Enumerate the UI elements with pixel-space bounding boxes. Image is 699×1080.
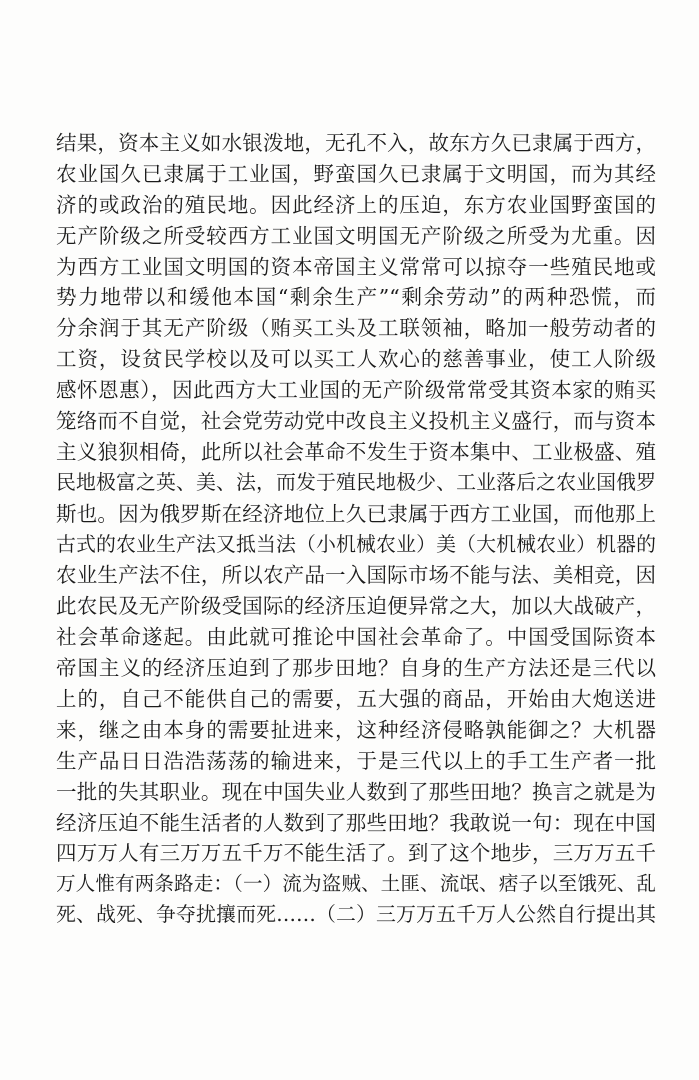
- text-line: 社会革命遂起。由此就可推论中国社会革命了。中国受国际资本: [56, 625, 656, 650]
- text-line: 一批的失其职业。现在中国失业人数到了那些田地？换言之就是为: [56, 779, 656, 804]
- text-line: 结果，资本主义如水银泼地，无孔不入，故东方久已隶属于西方，: [56, 131, 656, 155]
- text-line: 经济压迫不能生活者的人数到了那些田地？我敢说一句：现在中国: [56, 810, 656, 835]
- text-line: 此农民及无产阶级受国际的经济压迫便异常之大，加以大战破产，: [56, 594, 656, 619]
- text-line: 来，继之由本身的需要扯进来，这种经济侵略孰能御之？大机器: [56, 717, 656, 742]
- text-line: 济的或政治的殖民地。因此经济上的压迫，东方农业国野蛮国的: [56, 192, 656, 217]
- text-line: 斯也。因为俄罗斯在经济地位上久已隶属于西方工业国，而他那上: [56, 501, 656, 526]
- body-text: [56, 128, 656, 931]
- text-line: 工资，设贫民学校以及可以买工人欢心的慈善事业，使工人阶级: [56, 347, 656, 372]
- text-line: 生产品日日浩浩荡荡的输进来，于是三代以上的手工生产者一批: [56, 748, 656, 773]
- text-line: 帝国主义的经济压迫到了那步田地？自身的生产方法还是三代以: [56, 656, 656, 681]
- text-line: 死、战死、争夺扰攘而死……（二）三万万五千万人公然自行提出其: [56, 903, 656, 927]
- text-line: 上的，自己不能供自己的需要，五大强的商品，开始由大炮送进: [56, 687, 656, 712]
- text-line: 势力地带以和缓他本国“剩余生产”“剩余劳动”的两种恐慌，而: [56, 285, 656, 310]
- text-line: 笼络而不自觉，社会党劳动党中改良主义投机主义盛行，而与资本: [56, 409, 656, 434]
- text-line: 感怀恩惠），因此西方大工业国的无产阶级常常受其资本家的贿买: [56, 378, 656, 403]
- text-line: 分余润于其无产阶级（贿买工头及工联领袖，略加一般劳动者的: [56, 316, 656, 341]
- text-line: 农业国久已隶属于工业国，野蛮国久已隶属于文明国，而为其经: [56, 161, 656, 186]
- text-line: 四万万人有三万万五千万不能生活了。到了这个地步，三万万五千: [56, 841, 656, 866]
- text-line: 古式的农业生产法又抵当法（小机械农业）美（大机械农业）机器的: [56, 532, 656, 556]
- text-line: 主义狼狈相倚，此所以社会革命不发生于资本集中、工业极盛、殖: [56, 439, 656, 464]
- text-line: 农业生产法不住，所以农产品一入国际市场不能与法、美相竞，因: [56, 563, 656, 588]
- text-line: 万人惟有两条路走：（一）流为盗贼、土匪、流氓、痞子以至饿死、乱: [56, 872, 656, 896]
- text-line: 为西方工业国文明国的资本帝国主义常常可以掠夺一些殖民地或: [56, 254, 656, 279]
- text-line: 民地极富之英、美、法，而发于殖民地极少、工业落后之农业国俄罗: [56, 470, 656, 494]
- text-line: 无产阶级之所受较西方工业国文明国无产阶级之所受为尤重。因: [56, 223, 656, 248]
